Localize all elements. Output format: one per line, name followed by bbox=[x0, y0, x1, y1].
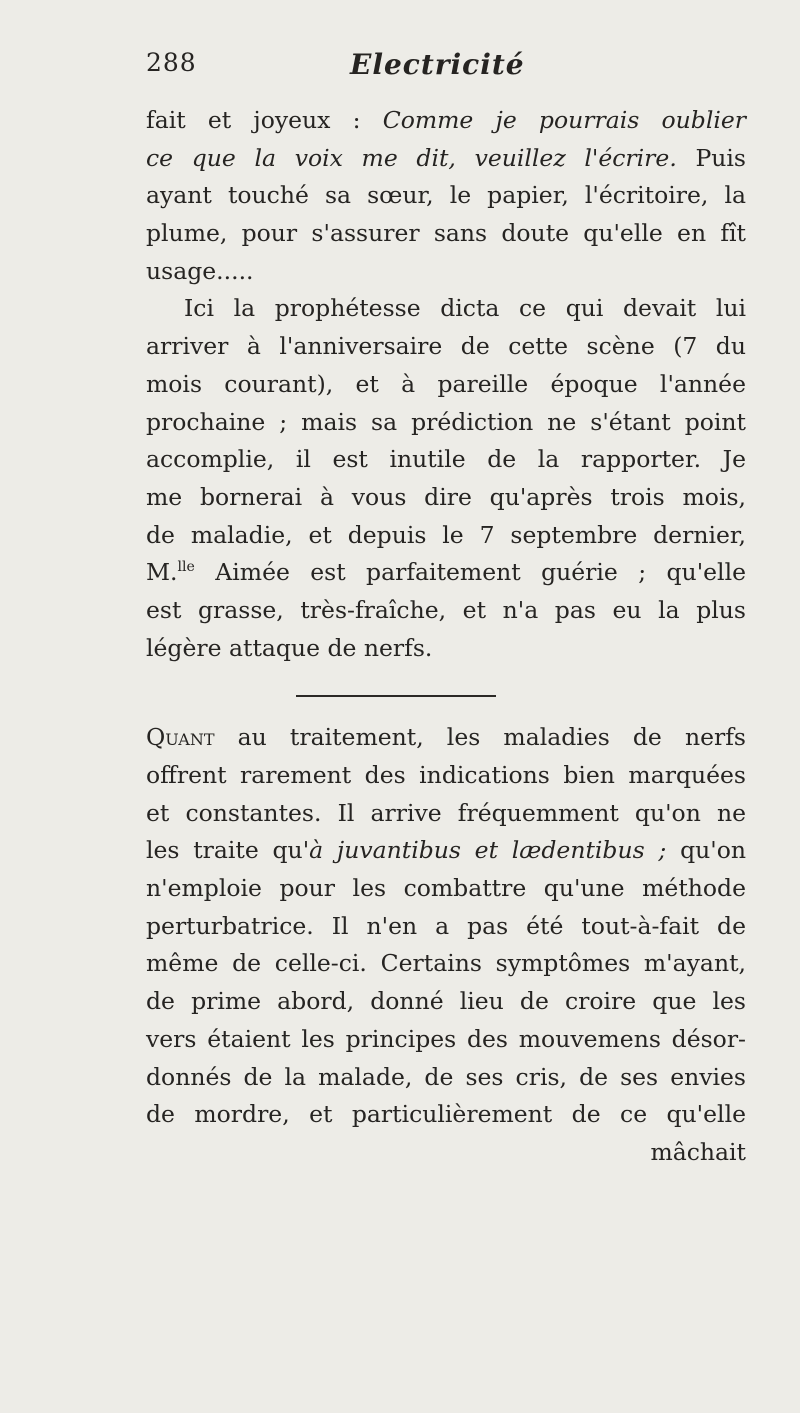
catchword: mâchait bbox=[650, 1137, 746, 1166]
italic-latin-phrase: à juvantibus et lædentibus ; bbox=[309, 836, 667, 865]
text-line: est grasse, très-fraîche, et n'a pas eu la plus bbox=[146, 595, 746, 624]
running-title: Electricité bbox=[350, 48, 525, 81]
text-line: plume, pour s'assurer sans doute qu'elle en fît bbox=[146, 219, 746, 248]
italic-quote: Comme je pourrais oublier bbox=[382, 106, 746, 134]
paragraph-3 bbox=[146, 719, 746, 1171]
text-line: de prime abord, donné lieu de croire que les bbox=[146, 987, 746, 1016]
text-line: n'emploie pour les combattre qu'une méthode bbox=[146, 874, 746, 903]
paragraph-1 bbox=[146, 102, 746, 290]
text-line: prochaine ; mais sa prédiction ne s'étant point bbox=[146, 407, 746, 436]
text-line: arriver à l'anniversaire de cette scène (7 du bbox=[146, 332, 746, 361]
text-line: ce que la voix me dit, veuillez l'écrire. Puis bbox=[146, 143, 746, 172]
text-line: offrent rarement des indications bien marquées bbox=[146, 761, 746, 789]
text-line: de maladie, et depuis le 7 septembre dernier, bbox=[146, 520, 746, 549]
text-line: me bornerai à vous dire qu'après trois mois, bbox=[146, 482, 746, 511]
text-line: accomplie, il est inutile de la rapporter. Je bbox=[146, 445, 746, 474]
page-number: 288 bbox=[146, 48, 197, 77]
text-line: mois courant), et à pareille époque l'année bbox=[146, 369, 746, 398]
text-line: Ici la prophétesse dicta ce qui devait lui bbox=[184, 294, 746, 323]
small-caps-lead: Quant bbox=[146, 723, 215, 752]
text-line: ayant touché sa sœur, le papier, l'écritoire, la bbox=[146, 181, 746, 210]
text-line: fait et joyeux : Comme je pourrais oublier bbox=[146, 106, 746, 134]
horizontal-rule bbox=[296, 695, 496, 697]
text-line: Quant au traitement, les maladies de nerfs bbox=[146, 723, 746, 752]
text-line: M.$^{lle}$ Aimée est parfaitement guérie ; qu'elle bbox=[146, 558, 746, 587]
italic-quote: ce que la voix me dit, veuillez l'écrire. bbox=[146, 143, 677, 172]
text-line: légère attaque de nerfs. bbox=[146, 633, 433, 662]
paragraph-2 bbox=[146, 290, 746, 667]
text-line: usage..... bbox=[146, 256, 254, 285]
section-divider bbox=[146, 667, 746, 719]
text-line: perturbatrice. Il n'en a pas été tout-à-fait de bbox=[146, 911, 746, 940]
text-line: les traite qu'à juvantibus et lædentibus ; qu'on bbox=[146, 836, 746, 865]
superscript: lle bbox=[177, 559, 195, 576]
text-line: donnés de la malade, de ses cris, de ses envies bbox=[146, 1062, 746, 1091]
text-line: de mordre, et particulièrement de ce qu'elle bbox=[146, 1100, 746, 1129]
text-line: et constantes. Il arrive fréquemment qu'on ne bbox=[146, 798, 746, 827]
page-header bbox=[146, 48, 746, 88]
body-text bbox=[146, 102, 746, 1172]
text-line: vers étaient les principes des mouvemens désor- bbox=[146, 1024, 746, 1053]
text-line: même de celle-ci. Certains symptômes m'ayant, bbox=[146, 949, 746, 978]
